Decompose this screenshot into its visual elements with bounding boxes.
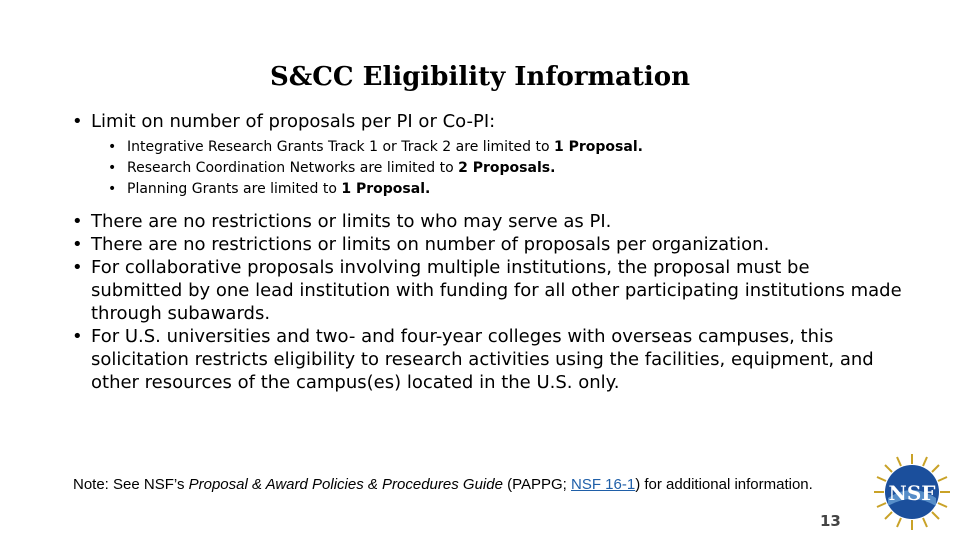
sub-bullet-emphasis: 1 Proposal. bbox=[554, 139, 643, 155]
note-prefix: Note: See NSF’s bbox=[73, 476, 189, 493]
sub-bullet-item bbox=[108, 179, 902, 200]
note-guide-title: Proposal & Award Policies & Procedures Guide bbox=[188, 476, 503, 493]
bullet-limit-proposals bbox=[72, 110, 902, 133]
sub-bullet-item bbox=[108, 158, 902, 179]
note-suffix: ) for additional information. bbox=[635, 476, 813, 493]
slide-title: S&CC Eligibility Information bbox=[269, 62, 691, 92]
bullet-text: There are no restrictions or limits to who may serve as PI. bbox=[91, 211, 612, 232]
bullet-text: For collaborative proposals involving multiple institutions, the proposal must be submitted by one lead institution with funding for all other participating institutions made through subawards. bbox=[91, 257, 902, 324]
note-mid: (PAPPG; bbox=[502, 476, 572, 493]
sub-bullet-list bbox=[108, 137, 902, 200]
sub-bullet-text: Research Coordination Networks are limited to bbox=[127, 160, 459, 176]
footnote bbox=[73, 474, 813, 496]
bullet-text: There are no restrictions or limits on number of proposals per organization. bbox=[91, 234, 770, 255]
page-number: 13 bbox=[820, 512, 841, 530]
sub-bullet-emphasis: 1 Proposal. bbox=[341, 181, 431, 197]
sub-bullet-text: Planning Grants are limited to bbox=[127, 181, 342, 197]
bullet-overseas-campuses bbox=[72, 325, 902, 394]
bullet-list bbox=[72, 110, 902, 394]
nsf-logo-icon bbox=[872, 452, 952, 532]
bullet-organization-limits bbox=[72, 233, 902, 256]
nsf-logo-text: NSF bbox=[888, 481, 936, 505]
bullet-collaborative-proposals bbox=[72, 256, 902, 325]
sub-bullet-emphasis: 2 Proposals. bbox=[458, 160, 556, 176]
bullet-pi-restrictions bbox=[72, 210, 902, 233]
bullet-text: Limit on number of proposals per PI or Co-PI: bbox=[91, 111, 496, 132]
sub-bullet-text: Integrative Research Grants Track 1 or Track 2 are limited to bbox=[127, 139, 555, 155]
sub-bullet-item bbox=[108, 137, 902, 158]
nsf-16-1-link[interactable]: NSF 16-1 bbox=[571, 476, 636, 493]
bullet-text: For U.S. universities and two- and four-year colleges with overseas campuses, this solicitation restricts eligibility to research activities using the facilities, equipment, and other resources of the campus(es) located in the U.S. only. bbox=[91, 326, 874, 393]
